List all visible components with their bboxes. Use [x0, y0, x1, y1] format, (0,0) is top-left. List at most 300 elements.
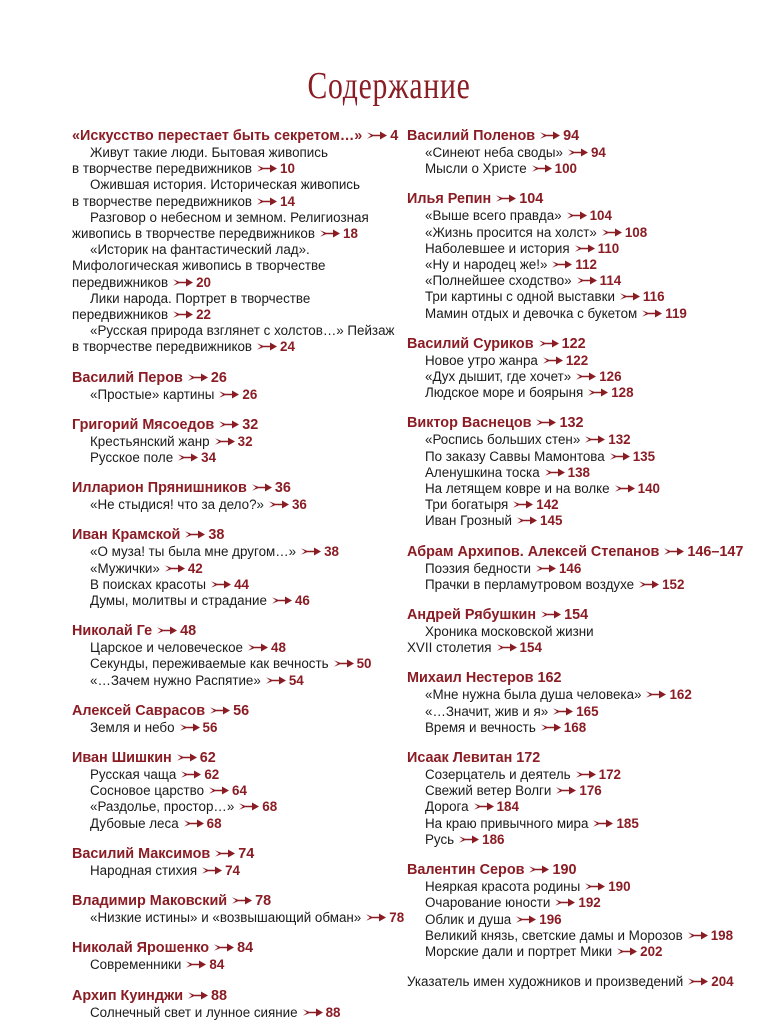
arrow-pointer-icon: [219, 390, 239, 399]
entry-text: Созерцатель и деятель: [425, 767, 571, 783]
entry-text: «…Значит, жив и я»: [425, 703, 549, 719]
page-number: 152: [662, 576, 685, 592]
toc-entry[interactable]: [72, 640, 390, 656]
arrow-pointer-icon: [516, 915, 536, 924]
entry-text: Крестьянский жанр: [90, 433, 210, 449]
page-number: 24: [280, 339, 295, 355]
section-heading[interactable]: [72, 128, 399, 145]
entry-text: Наболевшее и история: [425, 240, 570, 256]
entry-text: Дубовые леса: [90, 815, 179, 831]
toc-section: [72, 988, 390, 1021]
entry-text: XVII столетия: [407, 640, 492, 656]
arrow-pointer-icon: [617, 947, 637, 956]
entry-text: Василий Максимов: [72, 845, 211, 862]
page-number: 122: [565, 352, 589, 368]
page-number: 22: [196, 307, 212, 323]
toc-entry[interactable]: [72, 767, 390, 783]
section-heading[interactable]: [72, 750, 390, 767]
toc-section: [407, 191, 727, 321]
section-heading[interactable]: [407, 607, 727, 624]
page-number: 196: [539, 911, 562, 927]
page-number: 64: [232, 783, 247, 799]
entry-text: «Выше всего правда»: [425, 208, 562, 224]
toc-entry[interactable]: [72, 816, 390, 832]
toc-entry[interactable]: [407, 879, 727, 895]
arrow-pointer-icon: [577, 276, 597, 285]
entry-text: Сосновое царство: [90, 783, 205, 799]
page-number: 112: [575, 257, 598, 273]
page-number: 198: [710, 927, 734, 943]
toc-entry[interactable]: [407, 161, 727, 177]
entry-text: Василий Перов: [72, 369, 183, 386]
toc-entry[interactable]: [72, 720, 390, 736]
toc-entry[interactable]: [407, 944, 727, 960]
arrow-pointer-icon: [215, 849, 235, 858]
toc-entry[interactable]: [72, 291, 390, 323]
section-heading[interactable]: [72, 417, 390, 434]
section-heading[interactable]: [72, 480, 390, 497]
arrow-pointer-icon: [188, 991, 208, 1000]
arrow-pointer-icon: [474, 802, 494, 811]
entry-text: Современники: [90, 957, 182, 973]
entry-text: «…Зачем нужно Распятие»: [90, 672, 261, 688]
arrow-pointer-icon: [615, 484, 635, 493]
page-number: 132: [608, 432, 631, 448]
toc-entry[interactable]: [72, 783, 390, 799]
arrow-pointer-icon: [555, 898, 575, 907]
entry-text: На летящем ковре и на волке: [425, 481, 610, 497]
toc-column-left: [72, 128, 405, 1035]
entry-text: «Историк на фантастический лад».: [90, 242, 310, 258]
section-heading[interactable]: [407, 750, 727, 767]
page-number: 138: [567, 464, 590, 480]
arrow-pointer-icon: [539, 339, 559, 348]
toc-entry[interactable]: [72, 656, 390, 672]
page-number: 145: [540, 513, 563, 529]
entry-text: Иван Шишкин: [72, 750, 172, 767]
arrow-pointer-icon: [585, 435, 605, 444]
page-number: 108: [624, 224, 648, 240]
toc-entry[interactable]: [72, 673, 390, 689]
page-number: 162: [669, 687, 692, 703]
arrow-pointer-icon: [248, 643, 268, 652]
arrow-pointer-icon: [496, 194, 516, 203]
arrow-pointer-icon: [178, 453, 198, 462]
entry-text: передвижников: [72, 274, 169, 290]
page-number: 50: [356, 656, 372, 672]
arrow-pointer-icon: [517, 516, 537, 525]
page-number: 110: [597, 240, 620, 256]
arrow-pointer-icon: [303, 1008, 323, 1017]
arrow-pointer-icon: [664, 547, 684, 556]
page-number: 94: [590, 145, 606, 160]
arrow-pointer-icon: [575, 244, 595, 253]
toc-entry[interactable]: [407, 369, 727, 385]
toc-entry[interactable]: [407, 385, 727, 401]
toc-section: [407, 607, 727, 656]
entry-text: Три картины с одной выставки: [425, 289, 615, 305]
entry-text: «Низкие истины» и «возвышающий обман»: [90, 910, 362, 926]
page-number: 135: [632, 448, 656, 464]
page-number: 88: [211, 987, 228, 1004]
toc-section: [407, 415, 727, 529]
toc-section: [72, 893, 405, 926]
page-number: 32: [242, 416, 259, 433]
entry-text: Виктор Васнецов: [407, 415, 532, 432]
arrow-pointer-icon: [568, 148, 588, 157]
entry-text: Морские дали и портрет Мики: [425, 943, 613, 959]
toc-entry[interactable]: [407, 481, 727, 497]
page-number: 44: [234, 576, 249, 592]
arrow-pointer-icon: [157, 626, 177, 635]
toc-section: [407, 128, 727, 177]
toc-entry[interactable]: [407, 767, 727, 783]
arrow-pointer-icon: [269, 500, 289, 509]
page-number: 185: [616, 815, 639, 831]
entry-text: Великий князь, светские дамы и Морозов: [425, 927, 683, 943]
page-number: 34: [201, 450, 217, 466]
arrow-pointer-icon: [593, 819, 613, 828]
toc-entry[interactable]: [72, 450, 390, 466]
section-heading[interactable]: [407, 191, 727, 208]
entry-text: Секунды, переживаемые как вечность: [90, 656, 329, 672]
entry-text: Валентин Серов: [407, 862, 525, 879]
arrow-pointer-icon: [642, 309, 662, 318]
entry-text: Хроника московской жизни: [425, 624, 594, 640]
page-number: 56: [202, 719, 218, 735]
entry-text: «Полнейшее сходство»: [425, 273, 572, 289]
page-number: 165: [576, 703, 599, 719]
entry-text: Архип Куинджи: [72, 987, 184, 1004]
entry-text: «Роспись больших стен»: [425, 432, 581, 448]
entry-text: в творчестве передвижников: [72, 161, 253, 177]
page-number: 172: [598, 767, 621, 783]
toc-section: [72, 940, 390, 973]
toc-section: [72, 750, 390, 832]
section-heading[interactable]: [407, 670, 727, 687]
page-number: 126: [599, 369, 622, 385]
arrow-pointer-icon: [576, 770, 596, 779]
toc-entry[interactable]: [72, 957, 390, 973]
entry-text: «Мне нужна была душа человека»: [425, 687, 642, 703]
toc-entry[interactable]: [407, 783, 727, 799]
page-number: 84: [209, 957, 225, 973]
toc-entry[interactable]: [407, 306, 727, 322]
entry-text: По заказу Саввы Мамонтова: [425, 448, 605, 464]
toc-entry[interactable]: [72, 577, 390, 593]
page-number: 62: [204, 767, 220, 783]
page-number: 38: [324, 544, 339, 560]
page-number: 10: [280, 161, 295, 177]
page-number: 114: [599, 273, 622, 289]
arrow-pointer-icon: [529, 865, 549, 874]
page-number: 46: [294, 593, 310, 609]
section-heading[interactable]: [72, 893, 390, 910]
toc-entry[interactable]: [407, 561, 727, 577]
page-number: 26: [242, 386, 258, 402]
toc-entry[interactable]: [407, 432, 727, 448]
entry-text: Ожившая история. Историческая живопись: [90, 177, 360, 193]
section-heading[interactable]: [407, 415, 727, 432]
arrow-pointer-icon: [588, 388, 608, 397]
toc-entry[interactable]: [407, 208, 727, 224]
toc-section: [72, 417, 390, 466]
arrow-pointer-icon: [536, 418, 556, 427]
arrow-pointer-icon: [301, 547, 321, 556]
page-number: 154: [564, 607, 589, 624]
page-number: 146–147: [687, 543, 744, 560]
entry-text: Илларион Прянишников: [72, 480, 247, 497]
page-number: 104: [589, 208, 612, 224]
toc-entry[interactable]: [72, 799, 390, 815]
toc-entry[interactable]: [72, 434, 390, 450]
toc-entry[interactable]: [407, 353, 727, 369]
arrow-pointer-icon: [639, 580, 659, 589]
page-number: 154: [519, 640, 542, 656]
section-heading[interactable]: [407, 543, 744, 561]
entry-text: Иван Грозный: [425, 513, 513, 529]
entry-text: Земля и небо: [90, 719, 175, 735]
page-number: 128: [611, 385, 634, 401]
toc-entry[interactable]: [407, 927, 734, 944]
entry-text: Иван Крамской: [72, 527, 181, 544]
entry-text: Лики народа. Портрет в творчестве: [90, 290, 311, 306]
entry-text: Царское и человеческое: [90, 640, 243, 656]
toc-entry[interactable]: [72, 544, 390, 560]
entry-text: Поэзия бедности: [425, 560, 531, 576]
page-number: 132: [559, 415, 584, 432]
entry-text: Василий Суриков: [407, 335, 534, 352]
arrow-pointer-icon: [540, 131, 560, 140]
entry-text: Указатель имен художников и произведений: [407, 974, 684, 990]
entry-text: Алексей Саврасов: [72, 702, 206, 719]
arrow-pointer-icon: [173, 278, 193, 287]
page-number: 104: [519, 191, 544, 208]
entry-text: Абрам Архипов. Алексей Степанов: [407, 543, 660, 560]
page-number: 14: [280, 193, 295, 209]
page-number: 119: [665, 305, 687, 321]
page-title: Содержание: [307, 65, 471, 107]
arrow-pointer-icon: [211, 580, 231, 589]
arrow-pointer-icon: [177, 753, 197, 762]
toc-entry[interactable]: [407, 912, 727, 928]
entry-text: Исаак Левитан 172: [407, 750, 541, 767]
toc-entry[interactable]: [72, 1005, 390, 1021]
toc-entry[interactable]: [407, 289, 727, 305]
page-number: 100: [554, 161, 577, 177]
arrow-pointer-icon: [215, 437, 235, 446]
arrow-pointer-icon: [209, 786, 229, 795]
toc-section: [407, 750, 727, 848]
toc-entry[interactable]: [72, 863, 390, 879]
entry-text: Думы, молитвы и страдание: [90, 593, 267, 609]
toc-entry[interactable]: [72, 561, 390, 577]
section-heading[interactable]: [72, 623, 390, 640]
page-number: 84: [237, 940, 254, 957]
page-number: 190: [552, 862, 577, 879]
toc-entry[interactable]: [407, 497, 727, 513]
entry-text: Неяркая красота родины: [425, 879, 581, 895]
entry-text: «Простые» картины: [90, 386, 215, 402]
arrow-pointer-icon: [188, 373, 208, 382]
toc-entry[interactable]: [407, 225, 727, 241]
entry-text: «Раздолье, простор…»: [90, 799, 235, 815]
toc-entry[interactable]: [72, 323, 395, 355]
entry-text: живопись в творчестве передвижников: [72, 226, 315, 242]
page-number: 88: [325, 1004, 341, 1020]
toc-entry[interactable]: [407, 465, 727, 481]
entry-text: Дорога: [425, 799, 469, 815]
arrow-pointer-icon: [532, 164, 552, 173]
arrow-pointer-icon: [180, 723, 200, 732]
page-number: 168: [563, 719, 587, 735]
page-number: 142: [536, 497, 559, 513]
entry-text: Григорий Мясоедов: [72, 416, 215, 433]
entry-text: На краю привычного мира: [425, 815, 589, 831]
toc-entry[interactable]: [407, 145, 727, 161]
entry-text: Владимир Маковский: [72, 893, 228, 910]
toc-entry[interactable]: [407, 832, 727, 848]
arrow-pointer-icon: [165, 564, 185, 573]
entry-text: Народная стихия: [90, 862, 198, 878]
entry-text: «Искусство перестает быть секретом…»: [72, 128, 363, 144]
arrow-pointer-icon: [543, 356, 563, 365]
page-number: 204: [711, 974, 734, 990]
toc-entry[interactable]: [72, 387, 390, 403]
entry-text: Свежий ветер Волги: [425, 783, 552, 799]
entry-text: Мамин отдых и девочка с букетом: [425, 305, 638, 321]
section-heading[interactable]: [407, 336, 727, 353]
entry-text: «Не стыдися! что за дело?»: [90, 497, 264, 513]
entry-text: в творчестве передвижников: [72, 339, 253, 355]
arrow-pointer-icon: [541, 610, 561, 619]
toc-entry[interactable]: [407, 624, 727, 656]
page-number: 78: [255, 893, 272, 910]
toc-entry[interactable]: [407, 895, 727, 911]
section-heading[interactable]: [407, 862, 727, 879]
entry-text: «Ну и народец же!»: [425, 257, 548, 273]
page-number: 26: [210, 369, 227, 386]
toc-entry[interactable]: [407, 513, 727, 529]
page-number: 94: [563, 128, 580, 144]
toc-entry[interactable]: [407, 257, 727, 273]
arrow-pointer-icon: [497, 643, 517, 652]
arrow-pointer-icon: [266, 676, 286, 685]
arrow-pointer-icon: [185, 530, 205, 539]
toc-entry[interactable]: [407, 241, 727, 257]
toc-entry[interactable]: [72, 910, 405, 926]
page-number: 74: [225, 862, 240, 878]
toc-section: [407, 543, 744, 593]
arrow-pointer-icon: [576, 372, 596, 381]
toc-entry[interactable]: [407, 449, 727, 465]
section-heading[interactable]: [72, 527, 390, 544]
page-number: 68: [262, 799, 278, 815]
arrow-pointer-icon: [646, 690, 666, 699]
arrow-pointer-icon: [214, 943, 234, 952]
entry-text: Три богатыря: [425, 497, 509, 513]
section-heading[interactable]: [72, 988, 390, 1005]
arrow-pointer-icon: [567, 211, 587, 220]
toc-section: [407, 336, 727, 402]
section-heading[interactable]: [72, 703, 390, 720]
toc-section: [72, 703, 390, 736]
toc-entry[interactable]: [407, 704, 727, 720]
arrow-pointer-icon: [367, 131, 387, 140]
toc-entry[interactable]: [72, 593, 390, 609]
toc-entry[interactable]: [72, 497, 390, 513]
page-number: 176: [579, 783, 602, 799]
page-number: 18: [343, 226, 358, 242]
entry-text: Илья Репин: [407, 191, 492, 208]
arrow-pointer-icon: [620, 292, 640, 301]
entry-text: Василий Поленов: [407, 128, 536, 144]
arrow-pointer-icon: [552, 260, 572, 269]
section-heading[interactable]: [407, 128, 727, 145]
arrow-pointer-icon: [334, 659, 354, 668]
page-number: 78: [389, 910, 405, 926]
arrow-pointer-icon: [610, 452, 630, 461]
section-heading[interactable]: [72, 940, 390, 957]
entry-text: Облик и душа: [425, 911, 512, 927]
arrow-pointer-icon: [602, 228, 622, 237]
entry-text: «Дух дышит, где хочет»: [425, 369, 572, 385]
arrow-pointer-icon: [459, 835, 479, 844]
page-number: 38: [208, 527, 225, 544]
page-number: 54: [288, 672, 304, 688]
arrow-pointer-icon: [232, 896, 252, 905]
section-heading[interactable]: [72, 370, 390, 387]
page-number: 48: [271, 640, 286, 656]
page-number: 36: [274, 480, 291, 497]
toc-entry[interactable]: [407, 720, 727, 736]
toc-section: [72, 480, 390, 513]
section-heading[interactable]: [72, 846, 390, 863]
entry-text: Новое утро жанра: [425, 352, 538, 368]
arrow-pointer-icon: [173, 310, 193, 319]
entry-text: Русь: [425, 831, 455, 847]
page-number: 184: [496, 799, 519, 815]
toc-entry[interactable]: [72, 145, 390, 177]
arrow-pointer-icon: [219, 420, 239, 429]
entry-text: В поисках красоты: [90, 576, 207, 592]
index-entry[interactable]: [407, 974, 734, 990]
toc-entry[interactable]: [72, 177, 390, 209]
entry-text: Очарование юности: [425, 895, 551, 911]
toc-entry[interactable]: [407, 816, 727, 832]
page-number: 186: [482, 831, 505, 847]
entry-text: Николай Ярошенко: [72, 940, 210, 957]
entry-text: передвижников: [72, 307, 169, 323]
entry-text: Живут такие люди. Бытовая живопись: [90, 145, 328, 160]
toc-entry[interactable]: [407, 799, 727, 815]
arrow-pointer-icon: [688, 931, 708, 940]
entry-text: Людское море и боярыня: [425, 385, 584, 401]
toc-entry[interactable]: [72, 242, 390, 291]
entry-text: Мифологическая живопись в творчестве: [72, 258, 326, 274]
page-number: 146: [558, 560, 582, 576]
toc-entry[interactable]: [407, 273, 727, 289]
toc-entry[interactable]: [407, 687, 727, 703]
page-number: 192: [578, 895, 601, 911]
toc-column-right: [407, 128, 744, 990]
toc-entry[interactable]: [72, 210, 390, 242]
entry-text: Время и вечность: [425, 719, 536, 735]
toc-entry[interactable]: [407, 577, 727, 593]
arrow-pointer-icon: [585, 882, 605, 891]
arrow-pointer-icon: [272, 596, 292, 605]
entry-text: «Русская природа взглянет с холстов…» Пейзаж: [90, 323, 395, 339]
